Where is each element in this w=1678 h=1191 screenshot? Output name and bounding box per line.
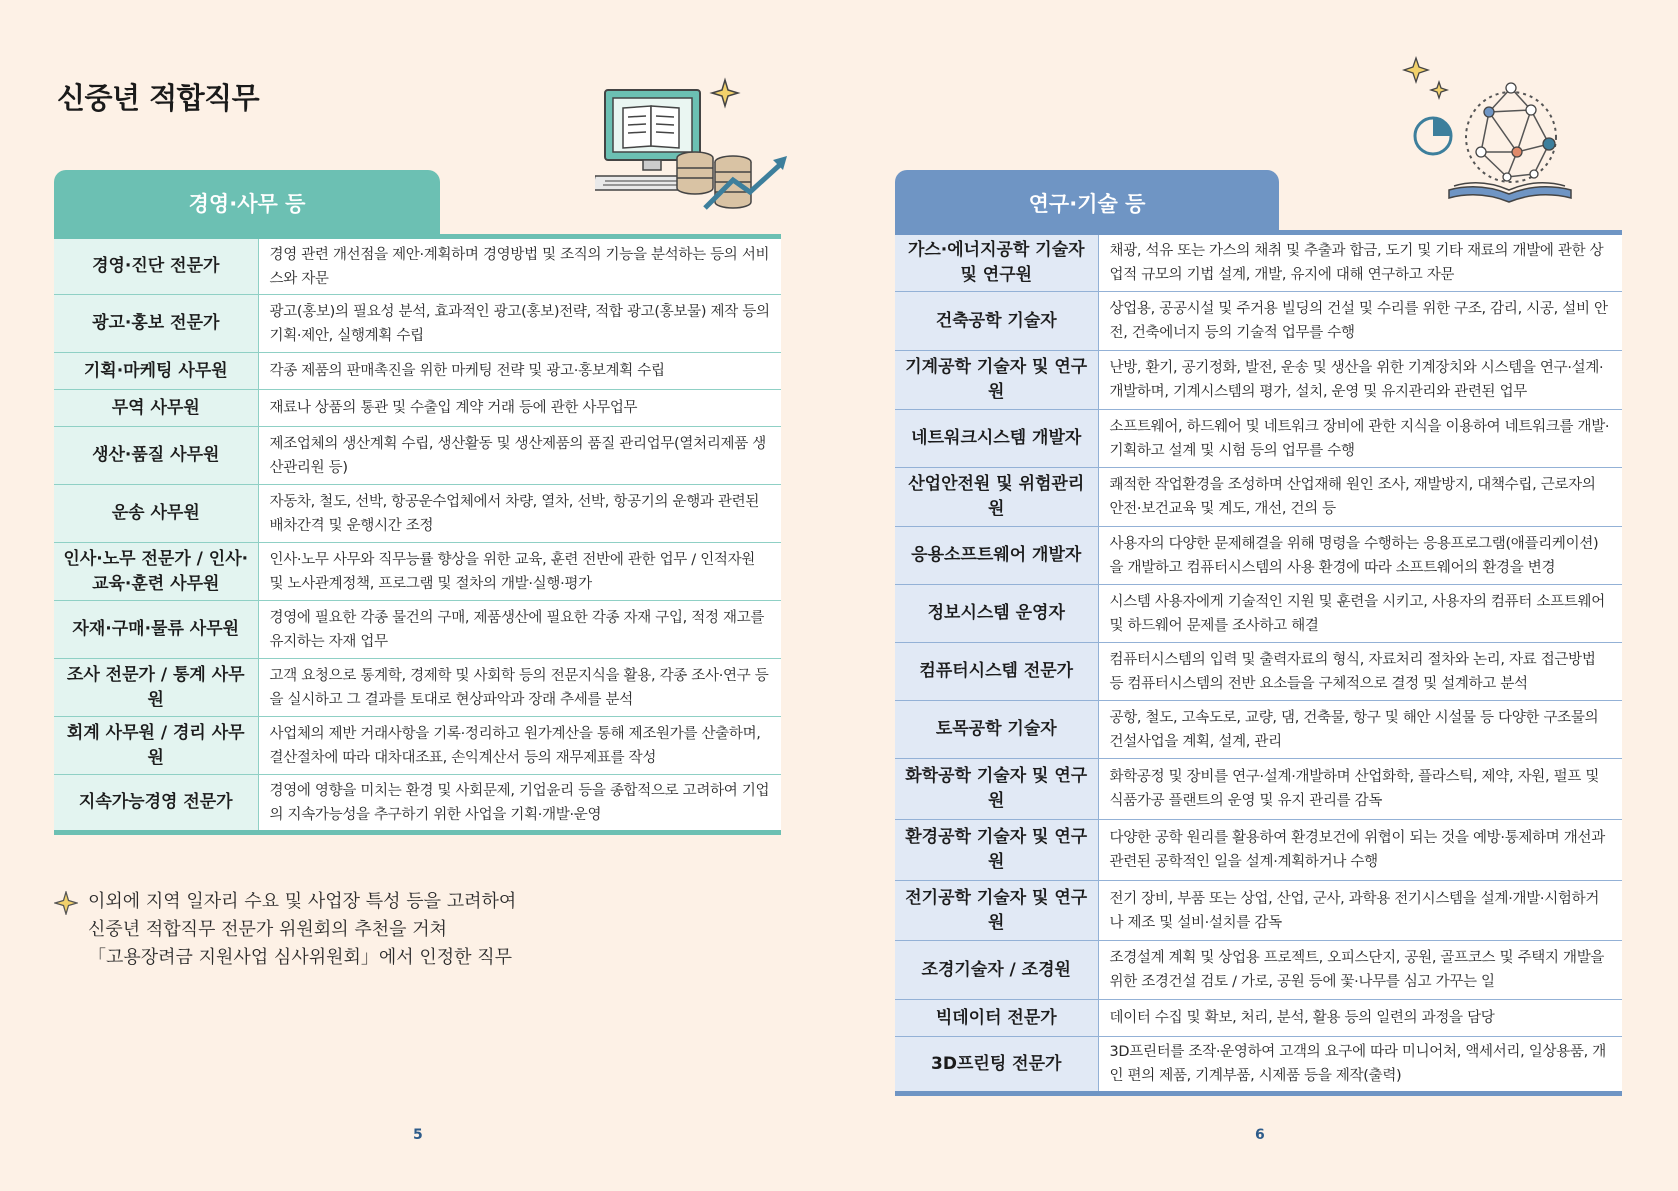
job-title: 자재·구매·물류 사무원 <box>54 601 258 659</box>
sparkle-icon <box>712 80 738 106</box>
job-title: 전기공학 기술자 및 연구원 <box>895 881 1098 941</box>
job-title: 환경공학 기술자 및 연구원 <box>895 820 1098 881</box>
page-number: 6 <box>1255 1127 1265 1143</box>
table-row <box>895 1037 1622 1094</box>
table-row <box>895 941 1622 1000</box>
job-title: 기획·마케팅 사무원 <box>54 353 258 390</box>
job-title: 응용소프트웨어 개발자 <box>895 527 1098 585</box>
table-row <box>54 353 781 390</box>
table-row <box>895 643 1622 701</box>
table-row <box>54 237 781 295</box>
table-row <box>895 881 1622 941</box>
management-jobs-table <box>54 234 781 835</box>
open-book-icon <box>1449 183 1571 202</box>
table-row <box>54 659 781 717</box>
table-row <box>54 543 781 601</box>
research-jobs-table <box>895 230 1622 1096</box>
table-row <box>54 295 781 353</box>
table-row <box>895 759 1622 820</box>
job-description: 각종 제품의 판매촉진을 위한 마케팅 전략 및 광고·홍보계획 수립 <box>258 353 781 390</box>
job-title: 인사·노무 전문가 / 인사·교육·훈련 사무원 <box>54 543 258 601</box>
job-title: 기계공학 기술자 및 연구원 <box>895 351 1098 410</box>
job-description: 화학공정 및 장비를 연구·설계·개발하며 산업화학, 플라스틱, 제약, 자원, 펄프 및 식품가공 플랜트의 운영 및 유지 관리를 감독 <box>1098 759 1622 820</box>
job-description: 컴퓨터시스템의 입력 및 출력자료의 형식, 자료처리 절차와 논리, 자료 접근방법 등 컴퓨터시스템의 전반 요소들을 구체적으로 결정 및 설계하고 분석 <box>1098 643 1622 701</box>
job-description: 3D프린터를 조작·운영하여 고객의 요구에 따라 미니어처, 액세서리, 일상용품, 개인 편의 제품, 기계부품, 시제품 등을 제작(출력) <box>1109 1044 1606 1084</box>
table-row <box>895 351 1622 410</box>
job-description: 고객 요청으로 통계학, 경제학 및 사회학 등의 전문지식을 활용, 각종 조사·연구 등을 실시하고 그 결과를 토대로 현상파악과 장래 추세를 분석 <box>258 659 781 717</box>
table-row <box>895 527 1622 585</box>
sparkle-icon <box>54 891 78 915</box>
table-row <box>54 485 781 543</box>
job-description: 채광, 석유 또는 가스의 채취 및 추출과 합금, 도기 및 기타 재료의 개발에 관한 상업적 규모의 기법 설계, 개발, 유지에 대해 연구하고 자문 <box>1098 233 1622 292</box>
note-line: 신중년 적합직무 전문가 위원회의 추천을 거쳐 <box>88 919 447 940</box>
table-row <box>895 1000 1622 1037</box>
table-row <box>895 820 1622 881</box>
sparkle-icon <box>1404 58 1447 98</box>
network-globe-icon <box>1399 52 1574 212</box>
table-row <box>54 427 781 485</box>
job-title: 지속가능경영 전문가 <box>54 775 258 833</box>
note <box>54 888 614 972</box>
job-description: 사용자의 다양한 문제해결을 위해 명령을 수행하는 응용프로그램(애플리케이션)을 개발하고 컴퓨터시스템의 사용 환경에 따라 소프트웨어의 환경을 변경 <box>1098 527 1622 585</box>
job-title: 조사 전문가 / 통계 사무원 <box>54 659 258 717</box>
job-title: 가스·에너지공학 기술자 및 연구원 <box>895 233 1098 292</box>
job-description: 자동차, 철도, 선박, 항공운수업체에서 차량, 열차, 선박, 항공기의 운행과 관련된 배차간격 및 운행시간 조정 <box>258 485 781 543</box>
job-title: 광고·홍보 전문가 <box>54 295 258 353</box>
job-title: 3D프린팅 전문가 <box>895 1037 1098 1094</box>
table-row <box>895 292 1622 351</box>
job-description: 경영에 필요한 각종 물건의 구매, 제품생산에 필요한 각종 자재 구입, 적정 재고를 유지하는 자재 업무 <box>258 601 781 659</box>
job-description: 경영에 영향을 미치는 환경 및 사회문제, 기업윤리 등을 종합적으로 고려하여 기업의 지속가능성을 추구하기 위한 사업을 기획·개발·운영 <box>269 782 770 823</box>
job-title: 경영·진단 전문가 <box>54 237 258 295</box>
job-description: 전기 장비, 부품 또는 상업, 산업, 군사, 과학용 전기시스템을 설계·개발·시험하거나 제조 및 설비·설치를 감독 <box>1098 881 1622 941</box>
job-title: 산업안전원 및 위험관리원 <box>895 468 1098 527</box>
note-line: 이외에 지역 일자리 수요 및 사업장 특성 등을 고려하여 <box>88 891 517 912</box>
job-title: 회계 사무원 / 경리 사무원 <box>54 717 258 775</box>
job-description: 소프트웨어, 하드웨어 및 네트워크 장비에 관한 지식을 이용하여 네트워크를 개발·기획하고 설계 및 시험 등의 업무를 수행 <box>1098 410 1622 468</box>
job-title: 무역 사무원 <box>54 390 258 427</box>
job-description: 데이터 수집 및 확보, 처리, 분석, 활용 등의 일련의 과정을 담당 <box>1098 1000 1622 1037</box>
job-title: 네트워크시스템 개발자 <box>895 410 1098 468</box>
job-title: 빅데이터 전문가 <box>895 1000 1098 1037</box>
job-title: 화학공학 기술자 및 연구원 <box>895 759 1098 820</box>
job-description: 사업체의 제반 거래사항을 기록·정리하고 원가계산을 통해 제조원가를 산출하며, 결산절차에 따라 대차대조표, 손익계산서 등의 재무제표를 작성 <box>258 717 781 775</box>
table-row <box>895 701 1622 759</box>
table-row <box>895 233 1622 292</box>
table-row <box>895 468 1622 527</box>
job-title: 건축공학 기술자 <box>895 292 1098 351</box>
note-line: 「고용장려금 지원사업 심사위원회」에서 인정한 직무 <box>88 947 513 968</box>
job-description: 공항, 철도, 고속도로, 교량, 댐, 건축물, 항구 및 해안 시설물 등 다양한 구조물의 건설사업을 계획, 설계, 관리 <box>1098 701 1622 759</box>
pie-chart-icon <box>1415 118 1451 154</box>
page-number: 5 <box>413 1127 423 1143</box>
job-title: 생산·품질 사무원 <box>54 427 258 485</box>
job-description: 광고(홍보)의 필요성 분석, 효과적인 광고(홍보)전략, 적합 광고(홍보물) 제작 등의 기획·제안, 실행계획 수립 <box>258 295 781 353</box>
job-description: 난방, 환기, 공기정화, 발전, 운송 및 생산을 위한 기계장치와 시스템을 연구·설계·개발하며, 기계시스템의 평가, 설치, 운영 및 유지관리와 관련된 업무 <box>1098 351 1622 410</box>
job-title: 정보시스템 운영자 <box>895 585 1098 643</box>
section-tab-management: 경영·사무 등 <box>54 170 440 236</box>
page-title: 신중년 적합직무 <box>57 81 260 115</box>
table-row <box>895 410 1622 468</box>
job-description: 시스템 사용자에게 기술적인 지원 및 훈련을 시키고, 사용자의 컴퓨터 소프트웨어 및 하드웨어 문제를 조사하고 해결 <box>1098 585 1622 643</box>
job-description: 경영 관련 개선점을 제안·계획하며 경영방법 및 조직의 기능을 분석하는 등의 서비스와 자문 <box>258 237 781 295</box>
job-description: 재료나 상품의 통관 및 수출입 계약 거래 등에 관한 사무업무 <box>258 390 781 427</box>
job-description: 조경설계 계획 및 상업용 프로젝트, 오피스단지, 공원, 골프코스 및 주택지 개발을 위한 조경건설 검토 / 가로, 공원 등에 꽃·나무를 심고 가꾸는 일 <box>1098 941 1622 1000</box>
job-description: 다양한 공학 원리를 활용하여 환경보건에 위협이 되는 것을 예방·통제하며 개선과 관련된 공학적인 일을 설계·계획하거나 수행 <box>1098 820 1622 881</box>
table-row <box>54 390 781 427</box>
job-title: 운송 사무원 <box>54 485 258 543</box>
section-tab-research: 연구·기술 등 <box>895 170 1279 236</box>
job-description: 인사·노무 사무와 직무능률 향상을 위한 교육, 훈련 전반에 관한 업무 / 인적자원 및 노사관계정책, 프로그램 및 절차의 개발·실행·평가 <box>258 543 781 601</box>
table-row <box>895 585 1622 643</box>
job-title: 조경기술자 / 조경원 <box>895 941 1098 1000</box>
right-page <box>839 0 1678 1191</box>
job-title: 토목공학 기술자 <box>895 701 1098 759</box>
table-row <box>54 717 781 775</box>
job-description: 상업용, 공공시설 및 주거용 빌딩의 건설 및 수리를 위한 구조, 감리, 시공, 설비 안전, 건축에너지 등의 기술적 업무를 수행 <box>1098 292 1622 351</box>
computer-book-icon <box>595 70 795 220</box>
table-row <box>54 775 781 833</box>
job-description: 쾌적한 작업환경을 조성하며 산업재해 원인 조사, 재발방지, 대책수립, 근로자의 안전·보건교육 및 계도, 개선, 건의 등 <box>1098 468 1622 527</box>
job-title: 컴퓨터시스템 전문가 <box>895 643 1098 701</box>
table-row <box>54 601 781 659</box>
job-description: 제조업체의 생산계획 수립, 생산활동 및 생산제품의 품질 관리업무(열처리제품 생산관리원 등) <box>258 427 781 485</box>
